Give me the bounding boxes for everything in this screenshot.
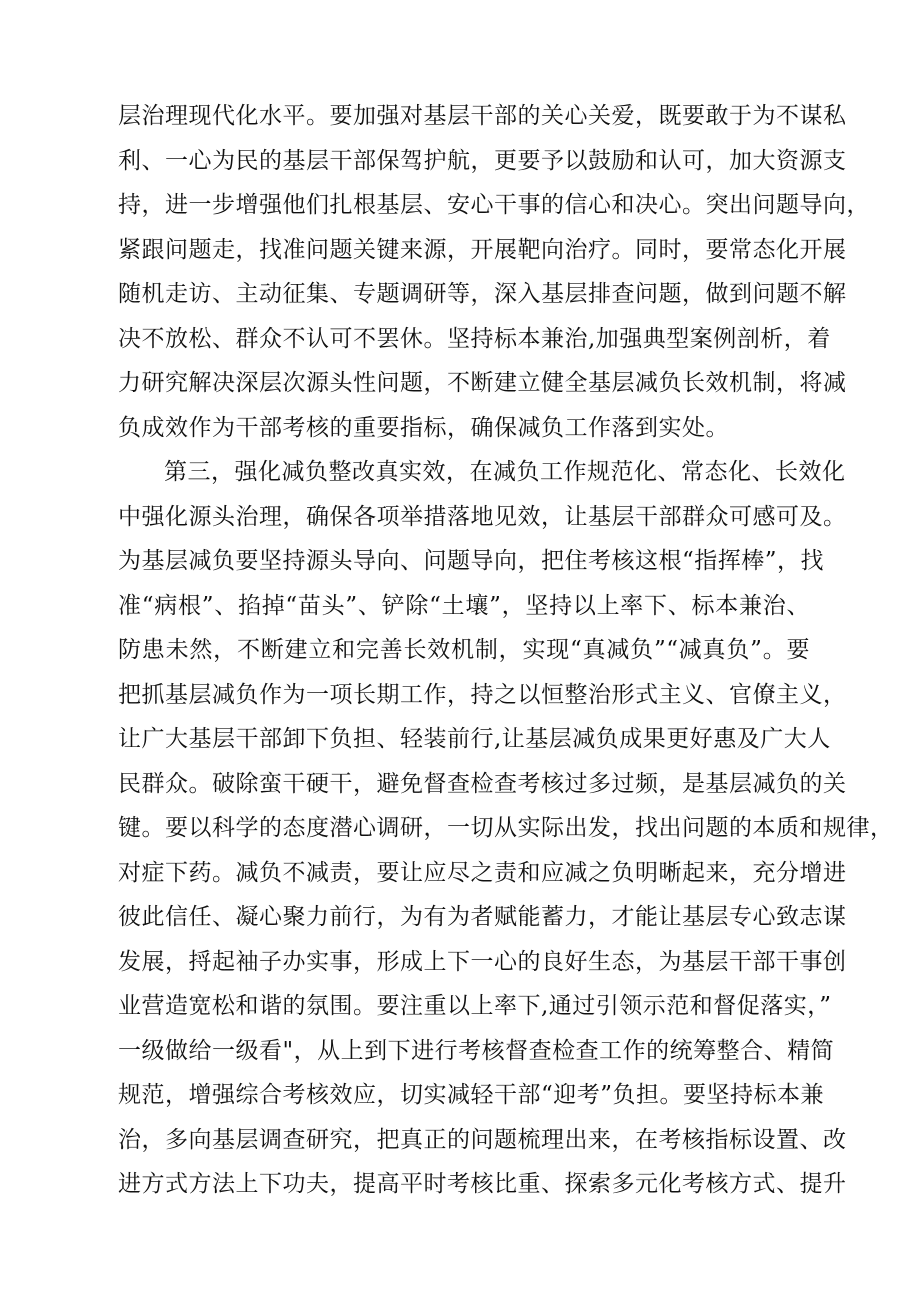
text-line: 治，多向基层调查研究，把真正的问题梳理出来，在考核指标设置、改 xyxy=(118,1126,847,1153)
text-line: 把抓基层减负作为一项长期工作，持之以恒整治形式主义、官僚主义， xyxy=(118,681,847,708)
text-line: 民群众。破除蛮干硬干，避免督查检查考核过多过频，是基层减负的关 xyxy=(118,770,847,797)
text-line: 决不放松、群众不认可不罢休。坚持标本兼治,加强典型案例剖析，着 xyxy=(118,325,831,352)
text-line: 中强化源头治理，确保各项举措落地见效，让基层干部群众可感可及。 xyxy=(118,503,847,530)
text-line: 发展，捋起袖子办实事，形成上下一心的良好生态，为基层干部干事创 xyxy=(118,948,847,975)
text-line: 层治理现代化水平。要加强对基层干部的关心关爱，既要敢于为不谋私 xyxy=(118,103,847,129)
text-line: 力研究解决深层次源头性问题，不断建立健全基层减负长效机制，将减 xyxy=(118,370,847,396)
text-line: 持，进一步增强他们扎根基层、安心干事的信心和决心。突出问题导向， xyxy=(118,192,870,218)
text-line: 规范，增强综合考核效应，切实减轻干部“迎考”负担。要坚持标本兼 xyxy=(118,1082,825,1108)
paragraph-last-line: 负成效作为干部考核的重要指标，确保减负工作落到实处。 xyxy=(118,414,729,441)
text-line: 让广大基层干部卸下负担、轻装前行,让基层减负成果更好惠及广大人 xyxy=(118,726,831,752)
text-line: 对症下药。减负不减责，要让应尽之责和应减之负明晰起来，充分增进 xyxy=(118,859,847,886)
text-line: 进方式方法上下功夫，提高平时考核比重、探索多元化考核方式、提升 xyxy=(118,1171,847,1197)
text-line: 随机走访、主动征集、专题调研等，深入基层排查问题，做到问题不解 xyxy=(118,281,847,307)
text-line: 彼此信任、凝心聚力前行，为有为者赋能蓄力，才能让基层专心致志谋 xyxy=(118,904,847,930)
text-line: 业营造宽松和谐的氛围。要注重以上率下,通过引领示范和督促落实，” xyxy=(118,993,832,1019)
text-line: 防患未然，不断建立和完善长效机制，实现“真减负”“减真负”。要 xyxy=(118,637,810,663)
text-line: 准“病根”、掐掉“苗头”、铲除“土壤”，坚持以上率下、标本兼治、 xyxy=(118,592,810,619)
text-line: 键。要以科学的态度潜心调研，一切从实际出发，找出问题的本质和规律， xyxy=(118,815,894,841)
text-line: 利、一心为民的基层干部保驾护航，更要予以鼓励和认可，加大资源支 xyxy=(118,147,847,174)
paragraph-first-line: 第三，强化减负整改真实效，在减负工作规范化、常态化、长效化 xyxy=(164,459,846,485)
body-text xyxy=(118,94,894,1207)
text-line: 一级做给一级看"，从上到下进行考核督查检查工作的统筹整合、精简 xyxy=(118,1037,835,1064)
text-line: 为基层减负要坚持源头导向、问题导向，把住考核这根“指挥棒”，找 xyxy=(118,548,825,574)
text-line: 紧跟问题走，找准问题关键来源，开展靶向治疗。同时，要常态化开展 xyxy=(118,236,847,263)
